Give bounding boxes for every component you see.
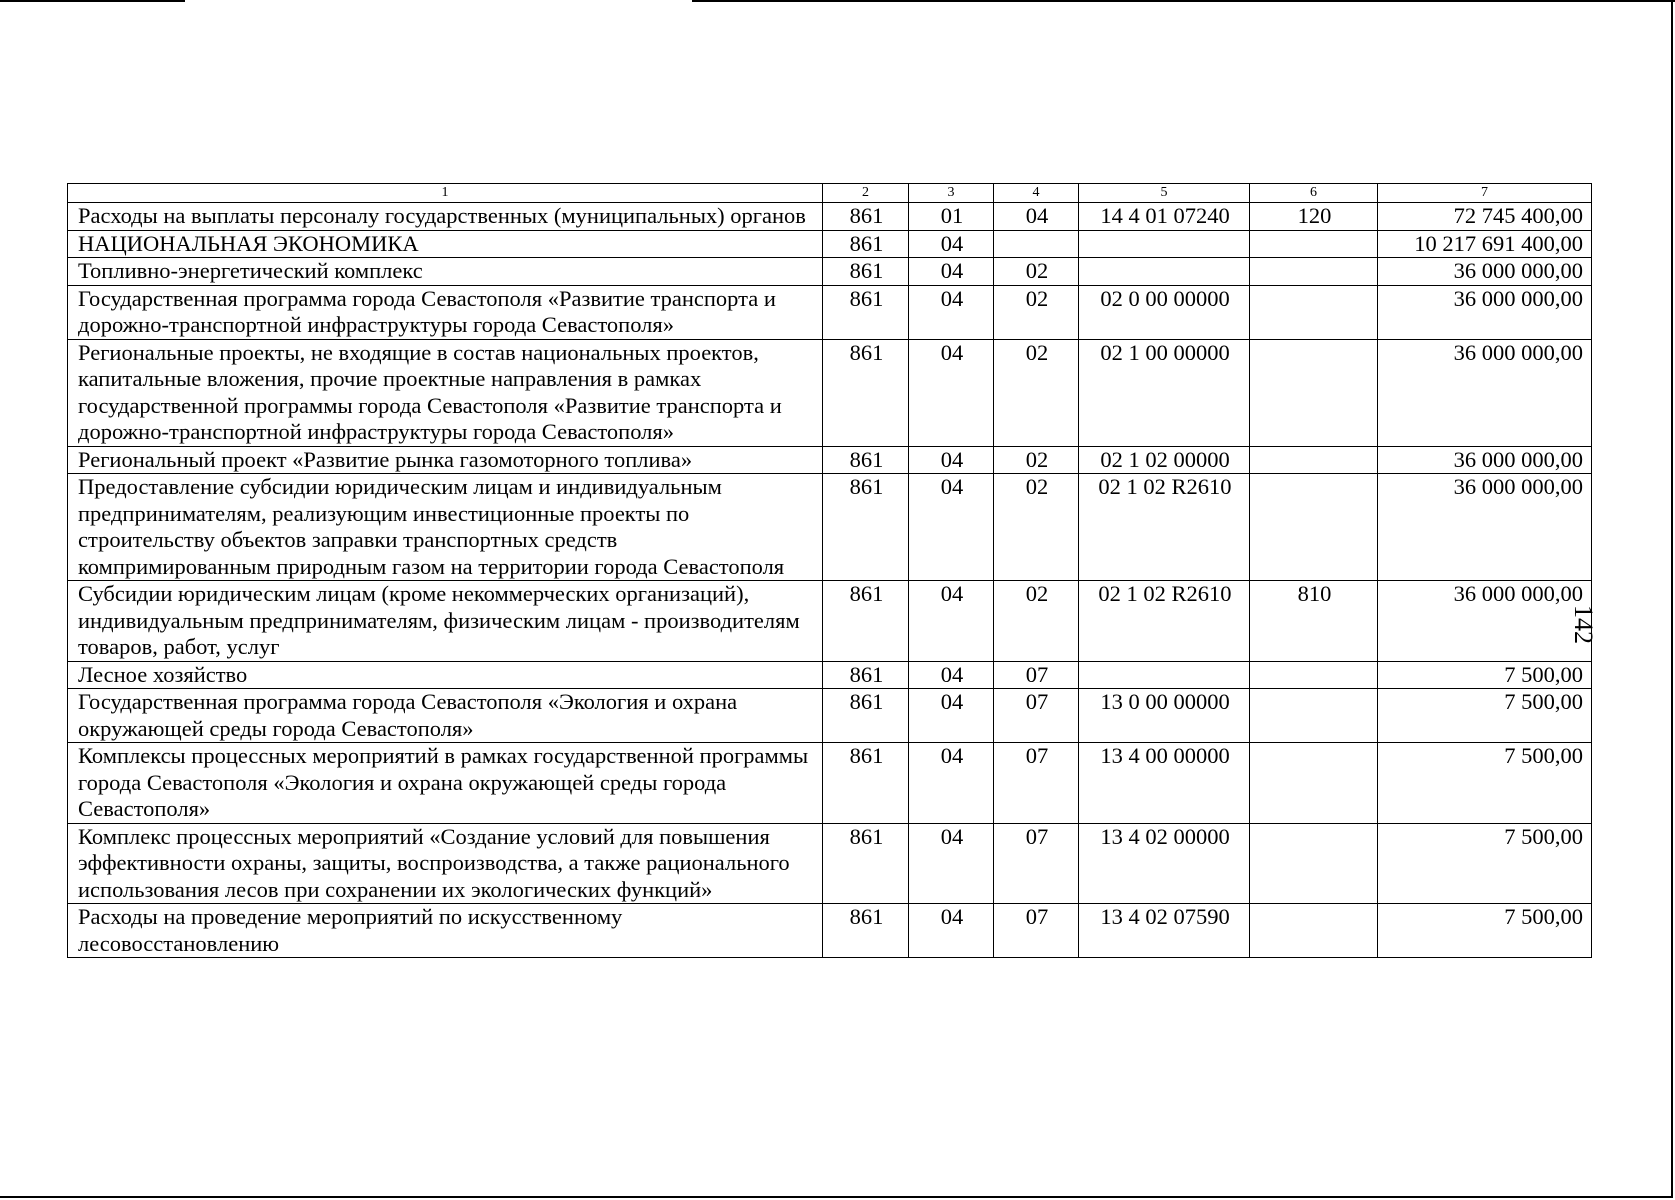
- row-col-6: 120: [1250, 203, 1378, 231]
- header-cell-3: 3: [909, 184, 994, 203]
- table-row: [68, 258, 1592, 286]
- row-col-6: [1250, 339, 1378, 446]
- row-col-2: 861: [823, 203, 909, 231]
- header-row: [68, 184, 1592, 203]
- row-amount: 36 000 000,00: [1378, 258, 1592, 286]
- row-name: Предоставление субсидии юридическим лицам и индивидуальным предпринимателям, реализующим инвестиционные проекты по строительству объектов заправки транспортных средств компримированным природным газом на территории города Севастополя: [68, 474, 823, 581]
- row-col-6: [1250, 823, 1378, 904]
- table-row: [68, 743, 1592, 824]
- row-col-5: [1079, 230, 1250, 258]
- row-name: Региональный проект «Развитие рынка газомоторного топлива»: [68, 446, 823, 474]
- scan-border-bottom: [0, 1196, 1673, 1198]
- table-row: [68, 689, 1592, 743]
- table-row: [68, 581, 1592, 662]
- row-col-6: [1250, 446, 1378, 474]
- row-col-4: 07: [994, 743, 1079, 824]
- row-col-5: 02 0 00 00000: [1079, 285, 1250, 339]
- page-number: 142: [1569, 605, 1598, 644]
- row-amount: 72 745 400,00: [1378, 203, 1592, 231]
- row-col-3: 04: [909, 446, 994, 474]
- row-amount: 7 500,00: [1378, 823, 1592, 904]
- table-row: [68, 904, 1592, 958]
- row-col-2: 861: [823, 689, 909, 743]
- header-cell-7: 7: [1378, 184, 1592, 203]
- row-col-4: 02: [994, 285, 1079, 339]
- row-col-3: 04: [909, 474, 994, 581]
- row-amount: 36 000 000,00: [1378, 446, 1592, 474]
- row-col-5: 14 4 01 07240: [1079, 203, 1250, 231]
- row-col-4: 02: [994, 258, 1079, 286]
- header-cell-1: 1: [68, 184, 823, 203]
- row-name: Государственная программа города Севастополя «Экология и охрана окружающей среды города Севастополя»: [68, 689, 823, 743]
- row-amount: 7 500,00: [1378, 661, 1592, 689]
- scan-border-top-right: [692, 0, 1675, 2]
- row-col-5: 02 1 02 00000: [1079, 446, 1250, 474]
- row-col-3: 04: [909, 743, 994, 824]
- row-col-6: [1250, 743, 1378, 824]
- row-col-2: 861: [823, 285, 909, 339]
- scan-border-top-left: [0, 0, 185, 2]
- row-col-6: 810: [1250, 581, 1378, 662]
- row-col-2: 861: [823, 823, 909, 904]
- row-col-3: 04: [909, 339, 994, 446]
- row-col-2: 861: [823, 581, 909, 662]
- row-name: Субсидии юридическим лицам (кроме некоммерческих организаций), индивидуальным предпринимателям, физическим лицам - производителям товаров, работ, услуг: [68, 581, 823, 662]
- row-col-2: 861: [823, 661, 909, 689]
- row-name: Топливно-энергетический комплекс: [68, 258, 823, 286]
- header-cell-6: 6: [1250, 184, 1378, 203]
- row-amount: 7 500,00: [1378, 689, 1592, 743]
- row-col-4: [994, 230, 1079, 258]
- table-row: [68, 446, 1592, 474]
- row-col-4: 07: [994, 661, 1079, 689]
- row-col-4: 02: [994, 339, 1079, 446]
- row-col-5: 02 1 02 R2610: [1079, 474, 1250, 581]
- row-name: Государственная программа города Севастополя «Развитие транспорта и дорожно-транспортной инфраструктуры города Севастополя»: [68, 285, 823, 339]
- row-col-3: 04: [909, 581, 994, 662]
- row-amount: 36 000 000,00: [1378, 339, 1592, 446]
- row-col-6: [1250, 904, 1378, 958]
- table-row: [68, 474, 1592, 581]
- row-col-5: 13 4 02 00000: [1079, 823, 1250, 904]
- row-col-6: [1250, 689, 1378, 743]
- header-cell-2: 2: [823, 184, 909, 203]
- row-col-4: 02: [994, 474, 1079, 581]
- row-col-3: 04: [909, 823, 994, 904]
- table-row: [68, 230, 1592, 258]
- row-col-5: 02 1 00 00000: [1079, 339, 1250, 446]
- row-col-4: 07: [994, 689, 1079, 743]
- row-col-2: 861: [823, 446, 909, 474]
- row-name: Лесное хозяйство: [68, 661, 823, 689]
- row-col-5: 13 0 00 00000: [1079, 689, 1250, 743]
- budget-table: [67, 183, 1592, 958]
- row-amount: 7 500,00: [1378, 743, 1592, 824]
- row-col-6: [1250, 474, 1378, 581]
- row-name: Комплексы процессных мероприятий в рамках государственной программы города Севастополя «Экология и охрана окружающей среды города Севастополя»: [68, 743, 823, 824]
- row-col-3: 04: [909, 689, 994, 743]
- table-row: [68, 823, 1592, 904]
- row-col-2: 861: [823, 258, 909, 286]
- row-col-6: [1250, 285, 1378, 339]
- header-cell-5: 5: [1079, 184, 1250, 203]
- row-col-3: 04: [909, 661, 994, 689]
- row-col-4: 04: [994, 203, 1079, 231]
- row-col-2: 861: [823, 743, 909, 824]
- table-row: [68, 339, 1592, 446]
- row-col-6: [1250, 230, 1378, 258]
- row-amount: 36 000 000,00: [1378, 474, 1592, 581]
- scan-border-right: [1671, 0, 1673, 1197]
- row-amount: 36 000 000,00: [1378, 581, 1592, 662]
- row-col-3: 04: [909, 258, 994, 286]
- row-col-6: [1250, 661, 1378, 689]
- row-col-3: 04: [909, 230, 994, 258]
- row-col-5: 02 1 02 R2610: [1079, 581, 1250, 662]
- row-name: Расходы на выплаты персоналу государственных (муниципальных) органов: [68, 203, 823, 231]
- row-col-5: [1079, 661, 1250, 689]
- row-col-4: 07: [994, 904, 1079, 958]
- row-name: Расходы на проведение мероприятий по искусственному лесовосстановлению: [68, 904, 823, 958]
- row-col-5: 13 4 02 07590: [1079, 904, 1250, 958]
- row-col-5: 13 4 00 00000: [1079, 743, 1250, 824]
- row-col-2: 861: [823, 339, 909, 446]
- row-name: Комплекс процессных мероприятий «Создание условий для повышения эффективности охраны, защиты, воспроизводства, а также рационального использования лесов при сохранении их экологических функций»: [68, 823, 823, 904]
- row-col-4: 07: [994, 823, 1079, 904]
- row-amount: 7 500,00: [1378, 904, 1592, 958]
- row-name: Региональные проекты, не входящие в состав национальных проектов, капитальные вложения, прочие проектные направления в рамках государственной программы города Севастополя «Развитие транспорта и дорожно-транспортной инфраструктуры города Севастополя»: [68, 339, 823, 446]
- row-col-3: 04: [909, 904, 994, 958]
- header-cell-4: 4: [994, 184, 1079, 203]
- row-col-4: 02: [994, 446, 1079, 474]
- row-name: НАЦИОНАЛЬНАЯ ЭКОНОМИКА: [68, 230, 823, 258]
- row-col-2: 861: [823, 230, 909, 258]
- row-col-2: 861: [823, 904, 909, 958]
- table-row: [68, 661, 1592, 689]
- table-row: [68, 203, 1592, 231]
- row-col-4: 02: [994, 581, 1079, 662]
- row-col-5: [1079, 258, 1250, 286]
- row-col-2: 861: [823, 474, 909, 581]
- row-col-6: [1250, 258, 1378, 286]
- row-col-3: 01: [909, 203, 994, 231]
- row-amount: 10 217 691 400,00: [1378, 230, 1592, 258]
- table-row: [68, 285, 1592, 339]
- row-col-3: 04: [909, 285, 994, 339]
- row-amount: 36 000 000,00: [1378, 285, 1592, 339]
